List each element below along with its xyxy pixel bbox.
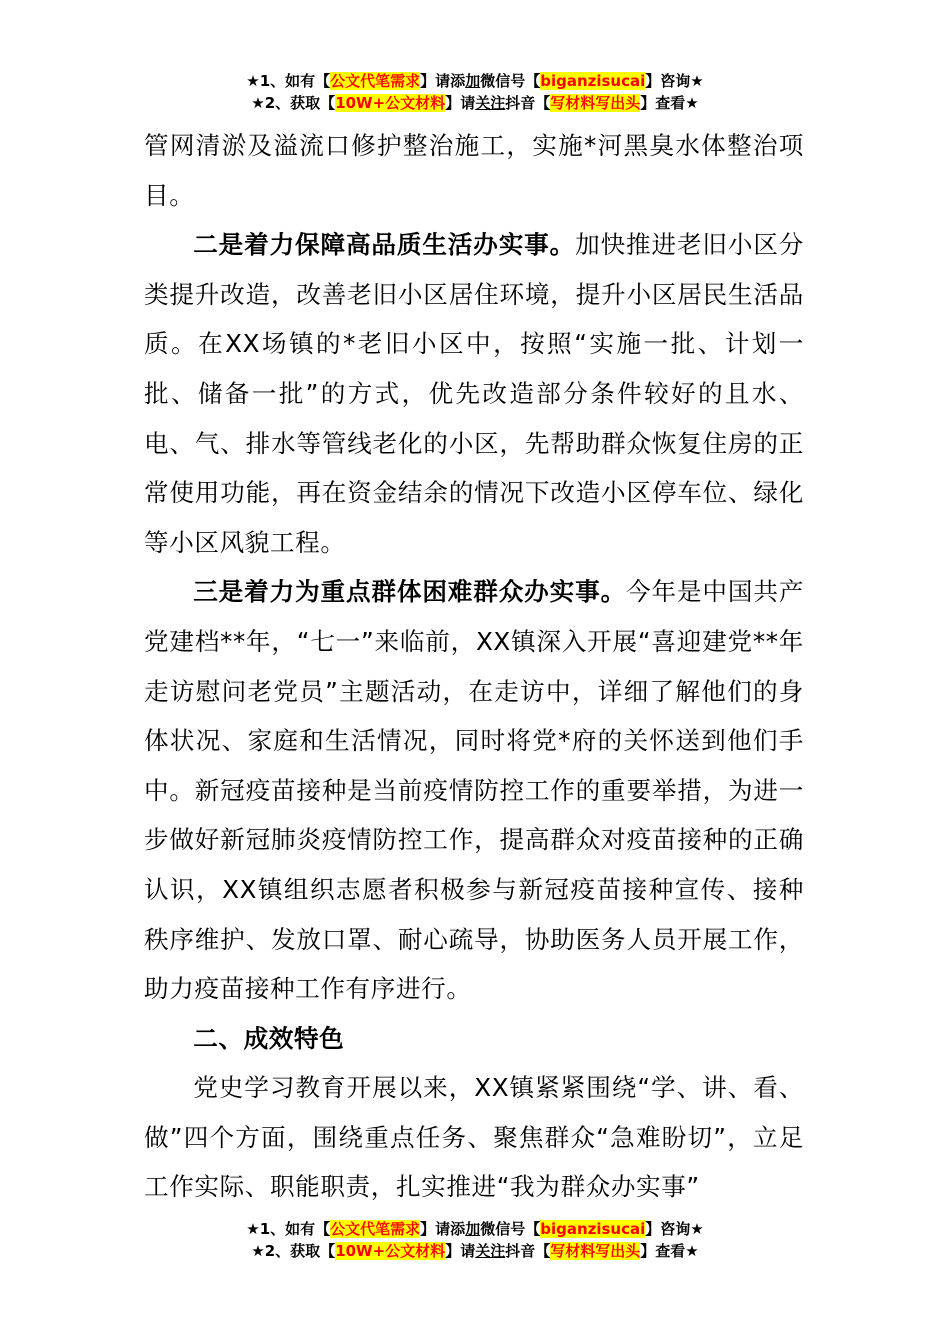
highlight-text: 公文代笔需求 (330, 72, 421, 90)
banner-line-2: ★2、获取【10W+公文材料】请关注抖音【写材料写出头】查看★ (251, 94, 699, 112)
highlight-text: 公文代笔需求 (330, 1220, 421, 1238)
banner-line-1: ★1、如有【公文代笔需求】请添加微信号【biganzisucai】咨询★ (246, 72, 704, 90)
wechat-id: biganzisucai (540, 1220, 646, 1238)
wechat-id: biganzisucai (540, 72, 646, 90)
paragraph-results: 党史学习教育开展以来，XX镇紧紧围绕“学、讲、看、做”四个方面，围绕重点任务、聚焦群众“急难盼切”，立足工作实际、职能职责，扎实推进“我为群众办实事” (144, 1073, 804, 1202)
paragraph-continuation: 管网清淤及溢流口修护整治施工，实施*河黑臭水体整治项目。 (144, 131, 804, 210)
section-heading: 二、成效特色 (193, 1023, 345, 1053)
douyin-account: 写材料写出头 (550, 94, 641, 112)
paragraph-lead: 二是着力保障高品质生活办实事。 (193, 230, 576, 260)
top-banner (0, 70, 950, 114)
paragraph-key-groups: 三是着力为重点群体困难群众办实事。今年是中国共产党建档**年，“七一”来临前，XX镇深入开展“喜迎建党**年 走访慰问老党员”主题活动，在走访中，详细了解他们的身体状况、家庭和生活情况，同时将党*府的关怀送到他们手中。新冠疫苗接种是当前疫情防控工作的重要举措，为进一步做好新冠肺炎疫情防控工作，提高群众对疫苗接种的正确认识，XX镇组织志愿者积极参与新冠疫苗接种宣传、接种秩序维护、发放口罩、耐心疏导，协助医务人员开展工作，助力疫苗接种工作有序进行。 (144, 577, 805, 1004)
banner-line-1: ★1、如有【公文代笔需求】请添加微信号【biganzisucai】咨询★ (246, 1220, 704, 1238)
douyin-account: 写材料写出头 (550, 1242, 641, 1260)
banner-line-2: ★2、获取【10W+公文材料】请关注抖音【写材料写出头】查看★ (251, 1242, 699, 1260)
highlight-text: 10W+公文材料 (335, 94, 446, 112)
paragraph-lead: 三是着力为重点群体困难群众办实事。 (193, 577, 627, 607)
document-body (144, 121, 804, 1212)
paragraph-quality-life: 二是着力保障高品质生活办实事。加快推进老旧小区分类提升改造，改善老旧小区居住环境，提升小区居民生活品质。在XX场镇的*老旧小区中，按照“实施一批、计划一批、储备一批”的方式，优先改造部分条件较好的且水、电、气、排水等管线老化的小区，先帮助群众恢复住房的正常使用功能，再在资金结余的情况下改造小区停车位、绿化等小区风貌工程。 (144, 230, 804, 557)
bottom-banner (0, 1218, 950, 1262)
highlight-text: 10W+公文材料 (335, 1242, 446, 1260)
